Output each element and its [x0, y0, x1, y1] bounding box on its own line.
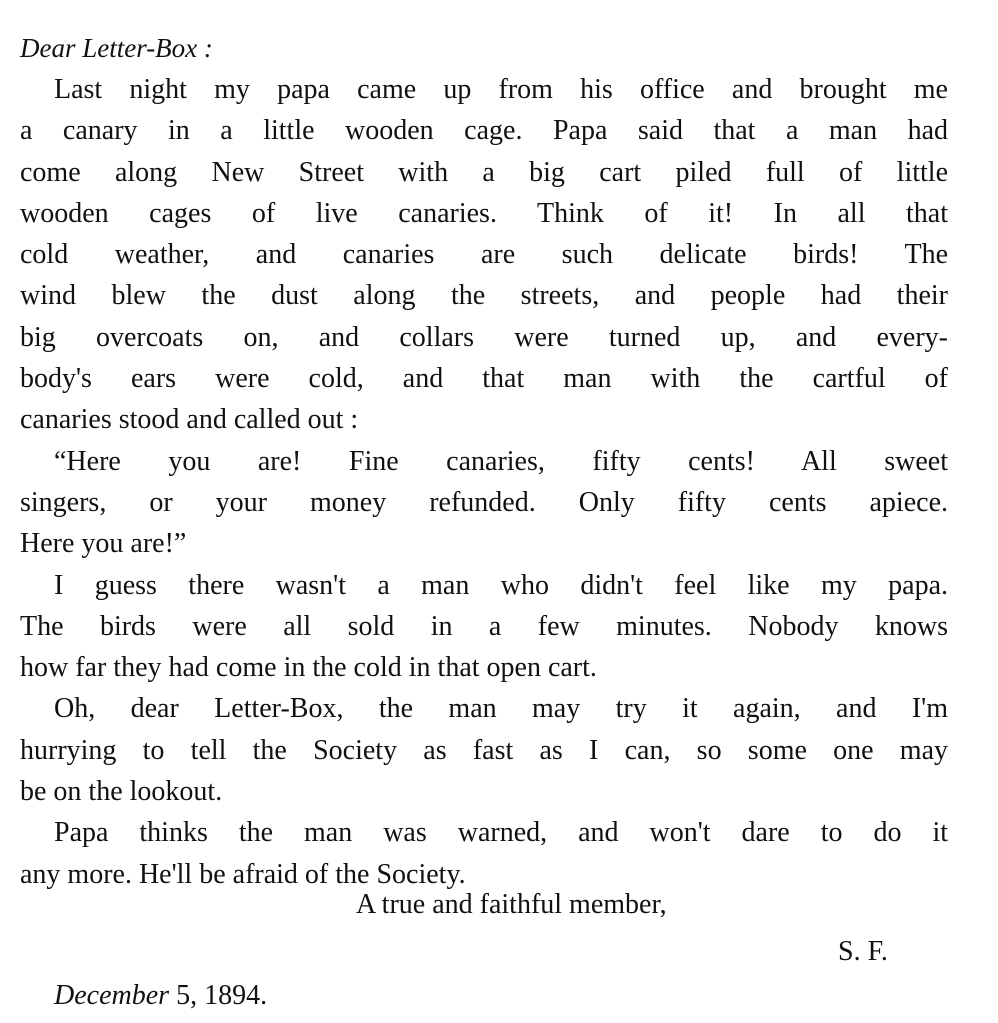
text-line: cold weather, and canaries are such delicate birds! The	[20, 239, 948, 271]
paragraph-1	[20, 69, 948, 441]
date-day-year: 5, 1894.	[169, 980, 268, 1011]
paragraph-2	[20, 441, 948, 565]
closing: A true and faithful member,	[356, 889, 667, 920]
signature: S. F.	[838, 936, 888, 967]
text-line: big overcoats on, and collars were turned up, and every-	[20, 321, 948, 353]
text-line: come along New Street with a big cart piled full of little	[20, 156, 948, 188]
text-line: I guess there wasn't a man who didn't feel like my papa.	[54, 569, 948, 601]
text-line: Oh, dear Letter-Box, the man may try it again, and I'm	[54, 693, 948, 725]
text-line: body's ears were cold, and that man with the cartful of	[20, 363, 948, 395]
letter	[20, 28, 948, 895]
text-line: wind blew the dust along the streets, and people had their	[20, 280, 948, 312]
text-line: wooden cages of live canaries. Think of it! In all that	[20, 197, 948, 229]
text-line: be on the lookout.	[20, 776, 223, 808]
text-line: any more. He'll be afraid of the Society.	[20, 858, 466, 890]
salutation: Dear Letter-Box :	[20, 33, 213, 63]
text-line: Last night my papa came up from his office and brought me	[54, 74, 948, 105]
paragraph-5	[20, 812, 948, 895]
text-line: “Here you are! Fine canaries, fifty cents! All sweet	[54, 445, 948, 477]
paragraph-4	[20, 688, 948, 812]
paragraph-3	[20, 565, 948, 689]
text-line: how far they had come in the cold in that open cart.	[20, 652, 597, 684]
text-line: a canary in a little wooden cage. Papa said that a man had	[20, 115, 948, 147]
date-month: December	[54, 980, 170, 1011]
text-line: canaries stood and called out :	[20, 404, 359, 436]
date	[54, 980, 267, 1012]
text-line: Papa thinks the man was warned, and won't dare to do it	[54, 817, 948, 849]
text-line: singers, or your money refunded. Only fifty cents apiece.	[20, 486, 948, 518]
text-line: hurrying to tell the Society as fast as I can, so some one may	[20, 734, 948, 766]
text-line: Here you are!”	[20, 528, 187, 560]
text-line: The birds were all sold in a few minutes. Nobody knows	[20, 610, 948, 642]
